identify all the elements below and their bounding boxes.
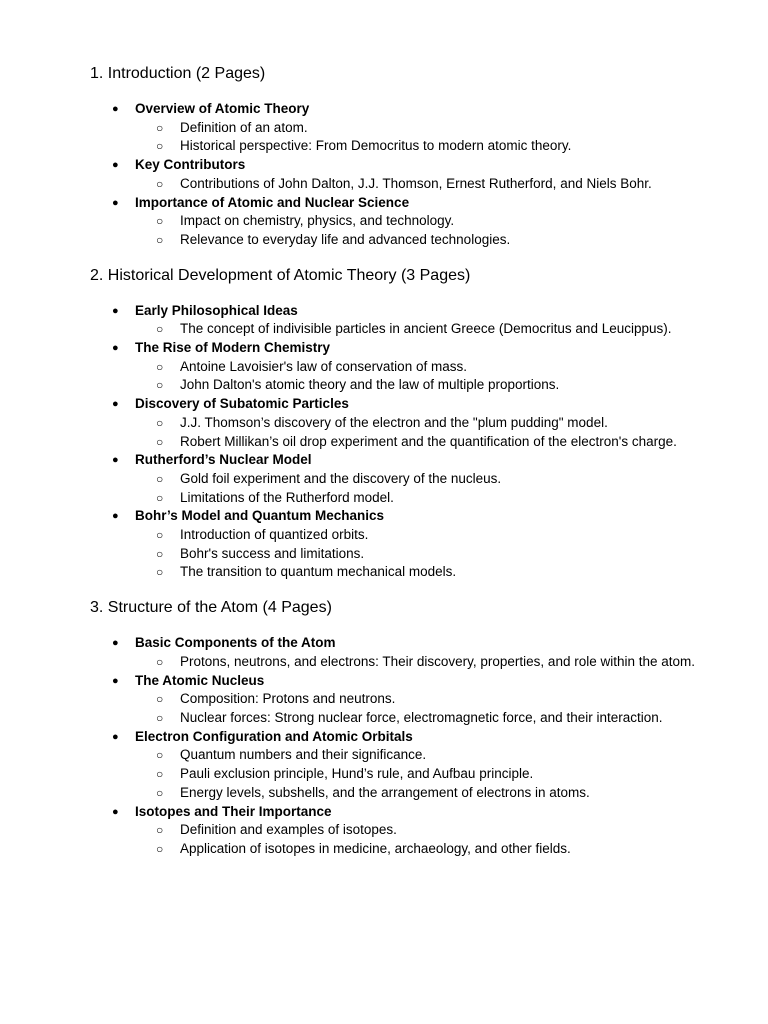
topic-title: Basic Components of the Atom bbox=[135, 635, 336, 651]
document-body bbox=[90, 64, 710, 859]
section-heading: 3. Structure of the Atom (4 Pages) bbox=[90, 599, 332, 617]
topic-item bbox=[90, 156, 710, 193]
subtopic-text: Energy levels, subshells, and the arrangement of electrons in atoms. bbox=[180, 784, 590, 800]
subtopic-item bbox=[135, 840, 710, 859]
hollow-circle-icon: ○ bbox=[156, 490, 164, 505]
subtopic-item bbox=[135, 489, 710, 508]
subtopic-list bbox=[135, 358, 710, 395]
bullet-dot-icon: ● bbox=[112, 730, 119, 743]
topic-title: Electron Configuration and Atomic Orbitals bbox=[135, 728, 413, 744]
subtopic-list bbox=[135, 119, 710, 156]
subtopic-item bbox=[135, 470, 710, 489]
section-heading: 1. Introduction (2 Pages) bbox=[90, 65, 266, 82]
subtopic-item bbox=[135, 784, 710, 803]
topic-title: Importance of Atomic and Nuclear Science bbox=[135, 194, 410, 210]
section-heading: 2. Historical Development of Atomic Theory (3 Pages) bbox=[90, 266, 471, 284]
subtopic-text: Relevance to everyday life and advanced technologies. bbox=[180, 231, 511, 247]
topic-item bbox=[90, 507, 710, 582]
subtopic-list bbox=[135, 526, 710, 582]
subtopic-text: Limitations of the Rutherford model. bbox=[180, 489, 394, 505]
subtopic-list bbox=[135, 821, 710, 858]
outline-section bbox=[90, 598, 710, 858]
subtopic-item bbox=[135, 709, 710, 728]
subtopic-item bbox=[135, 175, 710, 194]
hollow-circle-icon: ○ bbox=[156, 546, 164, 561]
topic-title: Overview of Atomic Theory bbox=[135, 101, 310, 116]
subtopic-item bbox=[135, 358, 710, 377]
subtopic-text: Nuclear forces: Strong nuclear force, electromagnetic force, and their interaction. bbox=[180, 709, 663, 725]
subtopic-list bbox=[135, 320, 710, 339]
topic-item bbox=[90, 302, 710, 339]
topic-item bbox=[90, 339, 710, 395]
subtopic-text: Definition of an atom. bbox=[180, 119, 308, 135]
hollow-circle-icon: ○ bbox=[156, 378, 164, 393]
topic-item bbox=[90, 395, 710, 451]
subtopic-list bbox=[135, 690, 710, 727]
topic-item bbox=[90, 634, 710, 671]
topic-title: Isotopes and Their Importance bbox=[135, 803, 332, 819]
hollow-circle-icon: ○ bbox=[156, 841, 164, 856]
subtopic-text: The concept of indivisible particles in ancient Greece (Democritus and Leucippus). bbox=[180, 321, 672, 337]
bullet-dot-icon: ● bbox=[112, 637, 119, 650]
subtopic-text: Introduction of quantized orbits. bbox=[180, 527, 369, 543]
bullet-dot-icon: ● bbox=[112, 159, 119, 172]
hollow-circle-icon: ○ bbox=[156, 823, 164, 838]
topic-title: The Rise of Modern Chemistry bbox=[135, 340, 331, 356]
hollow-circle-icon: ○ bbox=[156, 359, 164, 374]
topic-title: Key Contributors bbox=[135, 157, 246, 173]
hollow-circle-icon: ○ bbox=[156, 528, 164, 543]
subtopic-text: Gold foil experiment and the discovery of the nucleus. bbox=[180, 470, 502, 486]
topic-list bbox=[90, 634, 710, 858]
hollow-circle-icon: ○ bbox=[156, 692, 164, 707]
hollow-circle-icon: ○ bbox=[156, 120, 164, 135]
hollow-circle-icon: ○ bbox=[156, 214, 164, 229]
bullet-dot-icon: ● bbox=[112, 196, 119, 209]
topic-item bbox=[90, 803, 710, 859]
subtopic-item bbox=[135, 376, 710, 395]
subtopic-text: The transition to quantum mechanical models. bbox=[180, 564, 457, 580]
hollow-circle-icon: ○ bbox=[156, 176, 164, 191]
bullet-dot-icon: ● bbox=[112, 342, 119, 355]
hollow-circle-icon: ○ bbox=[156, 748, 164, 763]
bullet-dot-icon: ● bbox=[112, 454, 119, 467]
subtopic-text: J.J. Thomson’s discovery of the electron and the "plum pudding" model. bbox=[180, 414, 608, 430]
hollow-circle-icon: ○ bbox=[156, 767, 164, 782]
subtopic-item bbox=[135, 212, 710, 231]
topic-title: Early Philosophical Ideas bbox=[135, 302, 298, 318]
hollow-circle-icon: ○ bbox=[156, 654, 164, 669]
subtopic-item bbox=[135, 433, 710, 452]
bullet-dot-icon: ● bbox=[112, 103, 119, 115]
subtopic-text: John Dalton's atomic theory and the law of multiple proportions. bbox=[180, 377, 560, 393]
hollow-circle-icon: ○ bbox=[156, 710, 164, 725]
topic-list bbox=[90, 100, 710, 250]
hollow-circle-icon: ○ bbox=[156, 139, 164, 154]
subtopic-item bbox=[135, 545, 710, 564]
hollow-circle-icon: ○ bbox=[156, 785, 164, 800]
subtopic-text: Antoine Lavoisier's law of conservation of mass. bbox=[180, 358, 467, 374]
bullet-dot-icon: ● bbox=[112, 510, 119, 523]
bullet-dot-icon: ● bbox=[112, 805, 119, 818]
hollow-circle-icon: ○ bbox=[156, 232, 164, 247]
subtopic-text: Application of isotopes in medicine, archaeology, and other fields. bbox=[180, 840, 571, 856]
subtopic-text: Historical perspective: From Democritus to modern atomic theory. bbox=[180, 138, 572, 154]
topic-item bbox=[90, 728, 710, 803]
bullet-dot-icon: ● bbox=[112, 304, 119, 317]
subtopic-item bbox=[135, 653, 710, 672]
subtopic-item bbox=[135, 231, 710, 250]
subtopic-text: Quantum numbers and their significance. bbox=[180, 747, 427, 763]
subtopic-item bbox=[135, 563, 710, 582]
subtopic-text: Bohr's success and limitations. bbox=[180, 545, 365, 561]
subtopic-text: Composition: Protons and neutrons. bbox=[180, 691, 396, 707]
subtopic-item bbox=[135, 821, 710, 840]
subtopic-text: Robert Millikan’s oil drop experiment and the quantification of the electron's charge. bbox=[180, 433, 677, 449]
subtopic-list bbox=[135, 746, 710, 802]
hollow-circle-icon: ○ bbox=[156, 415, 164, 430]
topic-title: The Atomic Nucleus bbox=[135, 672, 265, 688]
topic-item bbox=[90, 100, 710, 156]
subtopic-text: Impact on chemistry, physics, and technology. bbox=[180, 213, 455, 229]
subtopic-list bbox=[135, 175, 710, 194]
topic-item bbox=[90, 194, 710, 250]
subtopic-list bbox=[135, 212, 710, 249]
topic-title: Rutherford’s Nuclear Model bbox=[135, 452, 312, 468]
subtopic-text: Definition and examples of isotopes. bbox=[180, 822, 397, 838]
bullet-dot-icon: ● bbox=[112, 398, 119, 411]
topic-item bbox=[90, 451, 710, 507]
hollow-circle-icon: ○ bbox=[156, 322, 164, 337]
subtopic-item bbox=[135, 320, 710, 339]
subtopic-list bbox=[135, 414, 710, 451]
hollow-circle-icon: ○ bbox=[156, 434, 164, 449]
subtopic-item bbox=[135, 690, 710, 709]
subtopic-text: Contributions of John Dalton, J.J. Thomson, Ernest Rutherford, and Niels Bohr. bbox=[180, 175, 652, 191]
topic-list bbox=[90, 302, 710, 583]
topic-title: Bohr’s Model and Quantum Mechanics bbox=[135, 508, 385, 524]
subtopic-list bbox=[135, 470, 710, 507]
topic-title: Discovery of Subatomic Particles bbox=[135, 396, 349, 412]
subtopic-item bbox=[135, 137, 710, 156]
bullet-dot-icon: ● bbox=[112, 674, 119, 687]
subtopic-item bbox=[135, 526, 710, 545]
subtopic-item bbox=[135, 765, 710, 784]
outline-section bbox=[90, 64, 710, 250]
outline-section bbox=[90, 266, 710, 583]
subtopic-list bbox=[135, 653, 710, 672]
hollow-circle-icon: ○ bbox=[156, 565, 164, 580]
subtopic-item bbox=[135, 746, 710, 765]
hollow-circle-icon: ○ bbox=[156, 471, 164, 486]
subtopic-text: Pauli exclusion principle, Hund’s rule, and Aufbau principle. bbox=[180, 766, 534, 782]
topic-item bbox=[90, 672, 710, 728]
subtopic-item bbox=[135, 119, 710, 138]
subtopic-item bbox=[135, 414, 710, 433]
subtopic-text: Protons, neutrons, and electrons: Their discovery, properties, and role within the atom. bbox=[180, 653, 696, 669]
